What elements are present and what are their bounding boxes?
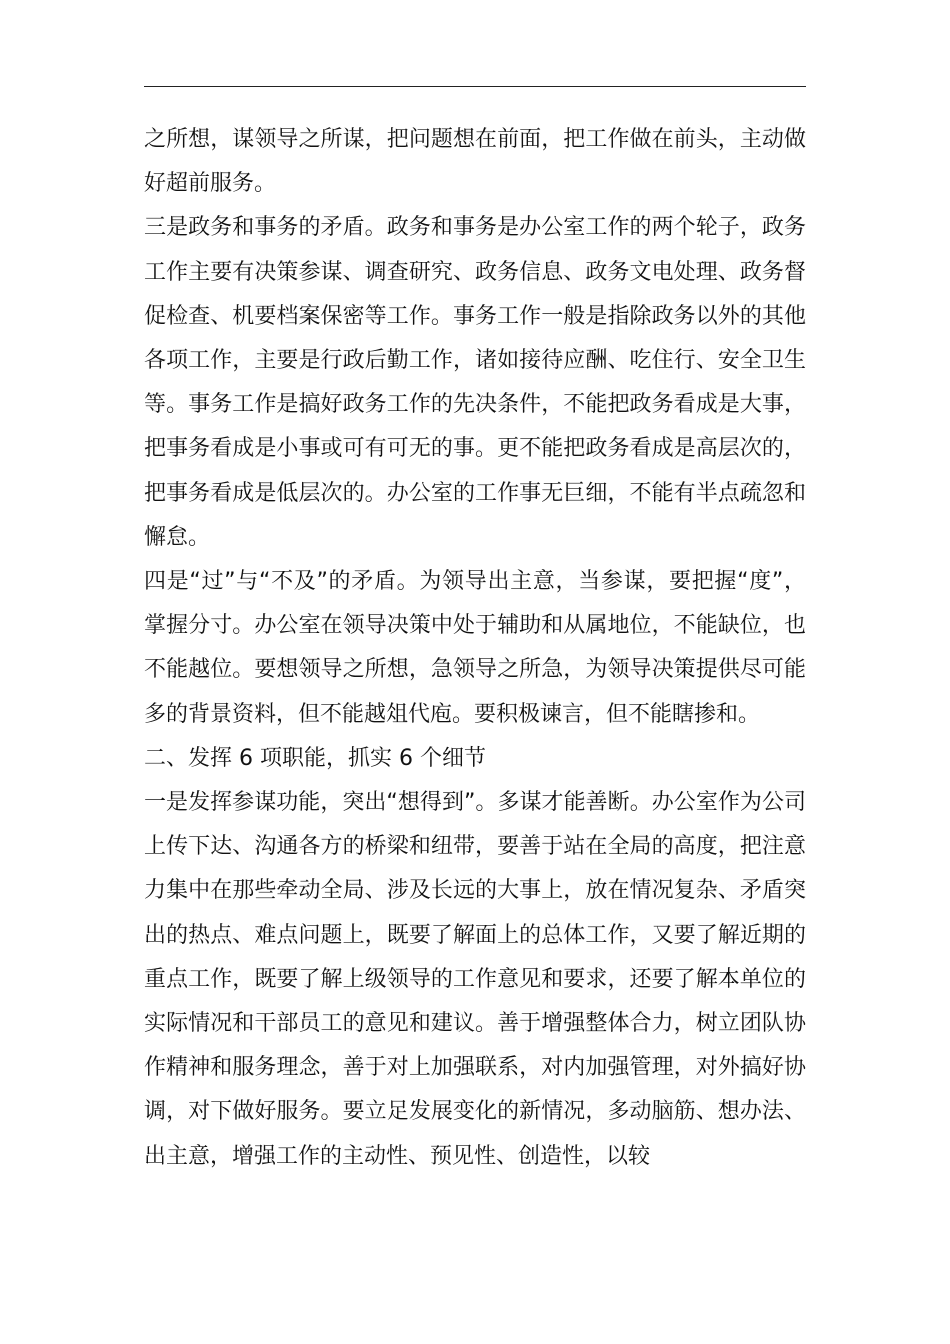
document-body (144, 118, 806, 1179)
header-rule (144, 86, 806, 87)
paragraph: 四是“过”与“不及”的矛盾。为领导出主意，当参谋，要把握“度”，掌握分寸。办公室在领导决策中处于辅助和从属地位，不能缺位，也不能越位。要想领导之所想，急领导之所急，为领导决策提供尽可能多的背景资料，但不能越俎代庖。要积极谏言，但不能瞎掺和。 (144, 569, 806, 727)
paragraph: 一是发挥参谋功能，突出“想得到”。多谋才能善断。办公室作为公司上传下达、沟通各方的桥梁和纽带，要善于站在全局的高度，把注意力集中在那些牵动全局、涉及长远的大事上，放在情况复杂、矛盾突出的热点、难点问题上，既要了解面上的总体工作，又要了解近期的重点工作，既要了解上级领导的工作意见和要求，还要了解本单位的实际情况和干部员工的意见和建议。善于增强整体合力，树立团队协作精神和服务理念，善于对上加强联系，对内加强管理，对外搞好协调，对下做好服务。要立足发展变化的新情况，多动脑筋、想办法、出主意，增强工作的主动性、预见性、创造性，以较 (144, 790, 806, 1169)
paragraph: 之所想，谋领导之所谋，把问题想在前面，把工作做在前头，主动做好超前服务。 (144, 127, 806, 197)
section-heading: 二、发挥 6 项职能，抓实 6 个细节 (144, 745, 486, 771)
paragraph: 三是政务和事务的矛盾。政务和事务是办公室工作的两个轮子，政务工作主要有决策参谋、调查研究、政务信息、政务文电处理、政务督促检查、机要档案保密等工作。事务工作一般是指除政务以外的其他各项工作，主要是行政后勤工作，诸如接待应酬、吃住行、安全卫生等。事务工作是搞好政务工作的先决条件，不能把政务看成是大事，把事务看成是小事或可有可无的事。更不能把政务看成是高层次的，把事务看成是低层次的。办公室的工作事无巨细，不能有半点疏忽和懈怠。 (144, 215, 806, 550)
